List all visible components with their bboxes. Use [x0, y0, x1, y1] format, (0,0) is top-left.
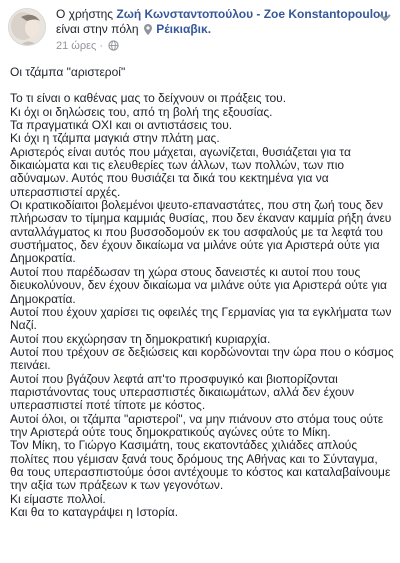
- post-paragraph: Κι είμαστε πολλοί.: [10, 491, 106, 506]
- post-paragraph: Αυτοί που παρέδωσαν τη χώρα στους δανειστές κι αυτοί που τους διευκολύνουν, δεν έχουν δικαίωμα να μιλάνε ούτε για Αριστερά ούτε για Δημοκρατία.: [10, 264, 387, 306]
- post-paragraph: Αυτοί που έχουν χαρίσει τις οφειλές της Γερμανίας για τα εγκλήματα των Ναζί.: [10, 304, 392, 333]
- post-paragraph: Τα πραγματικά ΟΧΙ και οι αντιστάσεις του.: [10, 118, 233, 133]
- globe-icon[interactable]: [108, 40, 119, 55]
- location-pin-icon: [144, 24, 152, 39]
- post-title: Οι τζάμπα "αριστεροί": [10, 65, 126, 79]
- post-paragraph: Κι όχι η τζάμπα μαγκιά στην πλάτη μας.: [10, 131, 220, 146]
- author-name[interactable]: Ζωή Κωνσταντοπούλου - Zoe Konstantopoulou: [116, 7, 388, 21]
- post-paragraph: Αυτοί που τρέχουν σε δεξιώσεις και κορδώνονται την ώρα που ο κόσμος πεινάει.: [10, 344, 394, 373]
- post-header: [8, 6, 392, 52]
- chevron-down-icon[interactable]: [378, 10, 392, 20]
- location-line: [56, 22, 366, 39]
- location-prefix: είναι στην πόλη: [56, 22, 139, 36]
- post-paragraph: Αυτοί που βγάζουν λεφτά απ'το προσφυγικό και βιοπορίζονται παριστάνοντας τους υπερασπιστές δικαιωμάτων, αλλά δεν έχουν υπερασπιστεί ποτέ τίποτε με κόστος.: [10, 371, 355, 413]
- author-line: [56, 7, 388, 22]
- post-paragraph: Και θα το καταγράψει η Ιστορία.: [10, 505, 179, 519]
- avatar[interactable]: [8, 8, 46, 46]
- location-city[interactable]: Ρέικιαβικ.: [156, 22, 212, 36]
- post-paragraph: Τον Μίκη, το Γιώργο Κασιμάτη, τους εκατοντάδες χιλιάδες απλούς πολίτες που γέμισαν ξανά τους δρόμους της Αθήνας και το Σύνταγμα, θα τους υπερασπιστούμε όσοι αντέχουμε το κόστος και καταλαβαίνουμε την αξία των πράξεων κ των γεγονότων.: [10, 438, 391, 493]
- time-line: 21 ώρες ·: [56, 39, 366, 55]
- post-paragraph: Αυτοί που εκχώρησαν τη δημοκρατική κυριαρχία.: [10, 331, 271, 346]
- post-time[interactable]: 21 ώρες: [56, 40, 97, 52]
- post-paragraph: Οι κρατικοδίαιτοι βολεμένοι ψευτο-επαναστάτες, που στη ζωή τους δεν πλήρωσαν το τίμημα καμμιάς θυσίας, που δεν έκαναν καμμία ρήξη άνευ ανταλλάγματος κι που βυσσοδομούν εκ του ασφαλούς με τα λεφτά του συστήματος, δεν έχουν δικαίωμα να μιλάνε ούτε για Αριστερά ούτε για Δημοκρατία.: [10, 198, 392, 266]
- post-body: [10, 66, 394, 519]
- post-paragraph: Αριστερός είναι αυτός που μάχεται, αγωνίζεται, θυσιάζεται για τα δικαιώματα και τις ελευθερίες των άλλων, των πολλών, των πιο αδύναμων. Αυτός που θυσιάζει τα δικά του κεκτημένα για να υπερασπιστεί αρχές.: [10, 144, 351, 199]
- post-paragraph: Αυτοί όλοι, οι τζάμπα "αριστεροί", να μην πιάνουν στο στόμα τους ούτε την Αριστερά ούτε τους δημοκρατικούς αγώνες ούτε το Μίκη.: [10, 411, 384, 439]
- post-paragraph: Κι όχι οι δηλώσεις του, από τη βολή της εξουσίας.: [10, 104, 273, 119]
- post-meta: [56, 7, 388, 55]
- author-prefix: Ο χρήστης: [56, 7, 114, 21]
- post-paragraph: Το τι είναι ο καθένας μας το δείχνουν οι πράξεις του.: [10, 91, 287, 106]
